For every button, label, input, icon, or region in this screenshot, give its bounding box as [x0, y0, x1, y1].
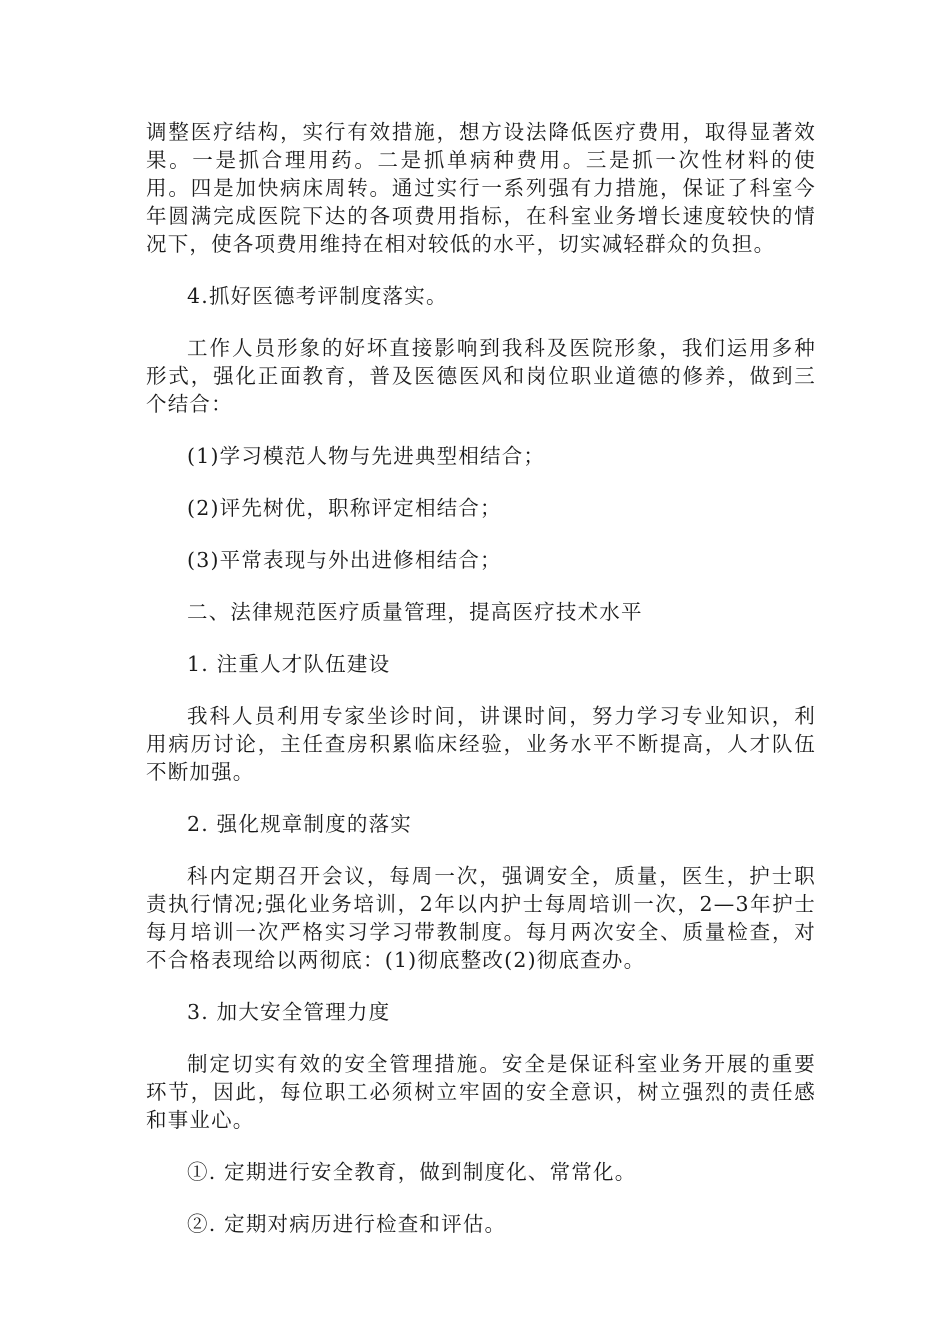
- list-item-3: (3)平常表现与外出进修相结合；: [187, 548, 502, 572]
- list-item-1: (1)学习模范人物与先进典型相结合；: [187, 444, 546, 468]
- paragraph-staff-image: 工作人员形象的好坏直接影响到我科及医院形象，我们运用多种形式，强化正面教育，普及医德医风和岗位职业道德的修养，做到三个结合：: [146, 336, 816, 416]
- section-heading-quality: 二、法律规范医疗质量管理，提高医疗技术水平: [187, 600, 643, 624]
- list-item-2: (2)评先树优，职称评定相结合；: [187, 496, 502, 520]
- heading-medical-ethics: 4.抓好医德考评制度落实。: [187, 284, 448, 308]
- safety-item-2: ②. 定期对病历进行检查和评估。: [187, 1212, 507, 1236]
- paragraph-rules: 科内定期召开会议，每周一次，强调安全，质量，医生，护士职责执行情况;强化业务培训，2年以内护士每周培训一次，2—3年护士每月培训一次严格实习学习带教制度。每月两次安全、质量检查，对不合格表现给以两彻底：(1)彻底整改(2)彻底查办。: [146, 864, 816, 972]
- paragraph-cost-control: 调整医疗结构，实行有效措施，想方设法降低医疗费用，取得显著效果。一是抓合理用药。二是抓单病种费用。三是抓一次性材料的使用。四是加快病床周转。通过实行一系列强有力措施，保证了科室今年圆满完成医院下达的各项费用指标，在科室业务增长速度较快的情况下，使各项费用维持在相对较低的水平，切实减轻群众的负担。: [146, 120, 816, 256]
- subheading-talent: 1. 注重人才队伍建设: [187, 652, 391, 676]
- paragraph-talent: 我科人员利用专家坐诊时间，讲课时间，努力学习专业知识，利用病历讨论，主任查房积累临床经验，业务水平不断提高，人才队伍不断加强。: [146, 704, 816, 784]
- document-page: [146, 118, 816, 1262]
- paragraph-safety: 制定切实有效的安全管理措施。安全是保证科室业务开展的重要环节，因此，每位职工必须树立牢固的安全意识，树立强烈的责任感和事业心。: [146, 1052, 816, 1132]
- subheading-rules: 2. 强化规章制度的落实: [187, 812, 412, 836]
- safety-item-1: ①. 定期进行安全教育，做到制度化、常常化。: [187, 1160, 637, 1184]
- subheading-safety: 3. 加大安全管理力度: [187, 1000, 391, 1024]
